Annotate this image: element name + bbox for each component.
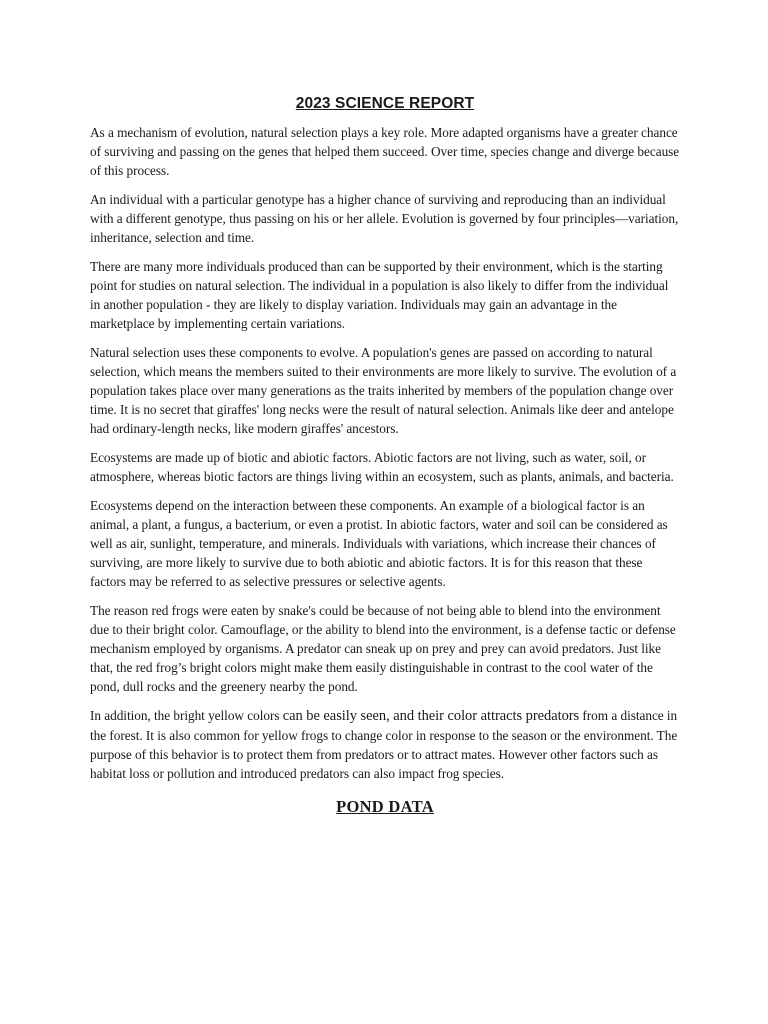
paragraph-yellow-frogs-rest: from a distance in the forest. It is also common for yellow frogs to change color in response to the season or the environment. The purpose of this behavior is to protect them from predators or to attract mates. However other factors such as habitat loss or pollution and introduced predators can also impact frog species. xyxy=(90,708,678,781)
paragraph-red-frogs: The reason red frogs were eaten by snake's could be because of not being able to blend into the environment due to their bright color. Camouflage, or the ability to blend into the environment, is a defense tactic or defense mechanism employed by organisms. A predator can sneak up on prey and prey can avoid predators. Just like that, the red frog’s bright colors might make them easily distinguishable in contrast to the cool water of the pond, dull rocks and the greenery nearby the pond. xyxy=(90,603,676,694)
section-title-pond-data: POND DATA xyxy=(336,797,434,816)
document-page xyxy=(90,95,680,817)
paragraph-variation: There are many more individuals produced than can be supported by their environment, which is the starting point for studies on natural selection. The individual in a population is also likely to differ from the individual in another population - they are likely to display variation. Individuals may gain an advantage in the marketplace by implementing certain variations. xyxy=(90,259,669,331)
paragraph-natural-selection-intro: As a mechanism of evolution, natural selection plays a key role. More adapted organisms have a greater chance of surviving and passing on the genes that helped them succeed. Over time, species change and diverge because of this process. xyxy=(90,125,680,178)
paragraph-ecosystems-interaction: Ecosystems depend on the interaction between these components. An example of a biological factor is an animal, a plant, a fungus, a bacterium, or even a protist. In abiotic factors, water and soil can be considered as well as air, sunlight, temperature, and minerals. Individuals with variations, which increase their chances of surviving, are more likely to survive due to both abiotic and abiotic factors. It is for this reason that these factors may be referred to as selective pressures or selective agents. xyxy=(90,498,668,589)
paragraph-ecosystems-factors: Ecosystems are made up of biotic and abiotic factors. Abiotic factors are not living, such as water, soil, or atmosphere, whereas biotic factors are things living within an ecosystem, such as plants, animals, and bacteria. xyxy=(90,450,674,484)
paragraph-genotype: An individual with a particular genotype has a higher chance of surviving and reproducing than an individual with a different genotype, thus passing on his or her allele. Evolution is governed by four principles—variation, inheritance, selection and time. xyxy=(90,192,679,245)
report-title: 2023 SCIENCE REPORT xyxy=(295,95,475,112)
paragraph-yellow-frogs xyxy=(90,706,680,783)
paragraph-giraffes: Natural selection uses these components to evolve. A population's genes are passed on according to natural selection, which means the members suited to their environments are more likely to survive. The evolution of a population takes place over many generations as the traits inherited by members of the population change over time. It is no secret that giraffes' long necks were the result of natural selection. Animals like deer and antelope had ordinary-length necks, like modern giraffes' ancestors. xyxy=(90,345,677,436)
paragraph-yellow-frogs-lead: In addition, the bright yellow colors xyxy=(90,708,283,723)
paragraph-yellow-frogs-emphasis: can be easily seen, and their color attracts predators xyxy=(282,708,580,724)
